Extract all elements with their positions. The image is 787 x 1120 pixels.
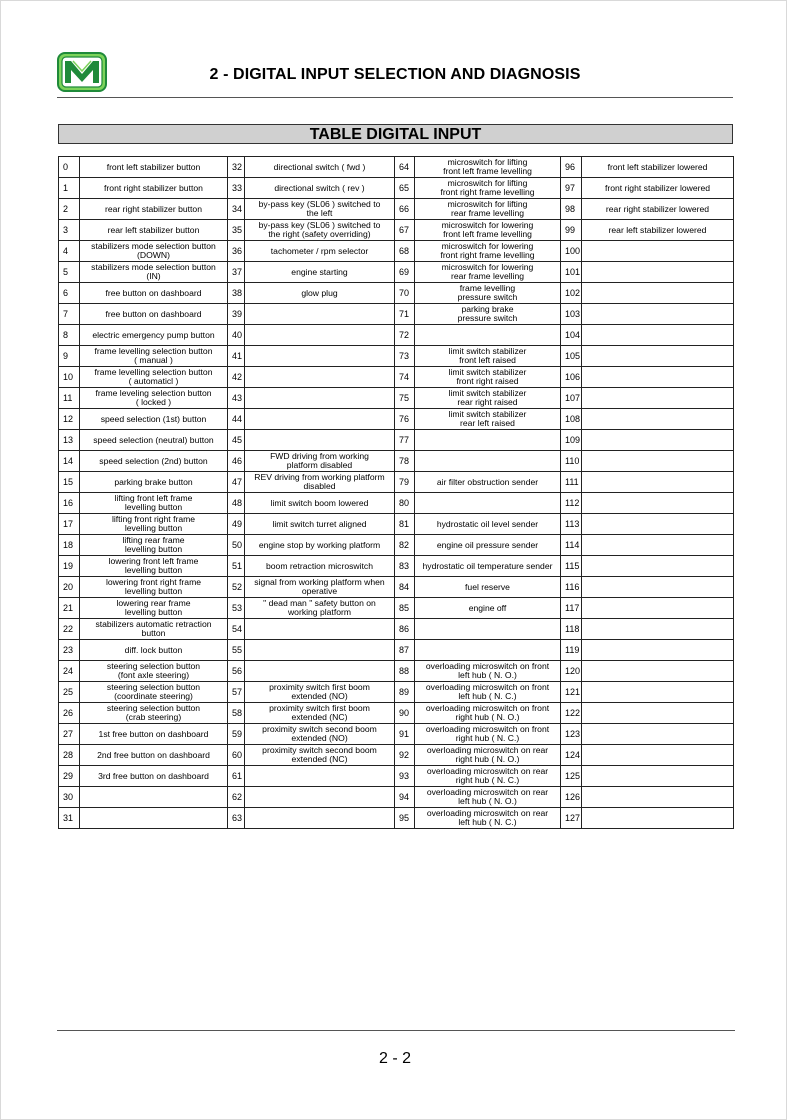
input-description <box>245 430 395 451</box>
input-description <box>245 787 395 808</box>
input-description: 3rd free button on dashboard <box>80 766 228 787</box>
input-number: 81 <box>395 514 415 535</box>
input-description <box>245 640 395 661</box>
input-number: 50 <box>228 535 245 556</box>
input-number: 71 <box>395 304 415 325</box>
input-description <box>245 619 395 640</box>
input-description <box>415 640 561 661</box>
input-number: 62 <box>228 787 245 808</box>
input-description: lowering rear frame levelling button <box>80 598 228 619</box>
table-row <box>59 661 734 682</box>
input-number: 37 <box>228 262 245 283</box>
input-description <box>582 472 734 493</box>
input-description: steering selection button (coordinate steering) <box>80 682 228 703</box>
table-row <box>59 367 734 388</box>
input-description: parking brake button <box>80 472 228 493</box>
input-description <box>582 304 734 325</box>
input-description: limit switch stabilizer rear left raised <box>415 409 561 430</box>
input-number: 53 <box>228 598 245 619</box>
input-description: proximity switch second boom extended (NC) <box>245 745 395 766</box>
input-description: lifting front right frame levelling button <box>80 514 228 535</box>
input-number: 41 <box>228 346 245 367</box>
input-description: microswitch for lowering front left frame levelling <box>415 220 561 241</box>
input-number: 35 <box>228 220 245 241</box>
table-row <box>59 199 734 220</box>
input-description: microswitch for lowering rear frame levelling <box>415 262 561 283</box>
input-number: 64 <box>395 157 415 178</box>
input-description: tachometer / rpm selector <box>245 241 395 262</box>
input-description: free button on dashboard <box>80 283 228 304</box>
input-description <box>582 745 734 766</box>
input-description: free button on dashboard <box>80 304 228 325</box>
table-row <box>59 388 734 409</box>
input-number: 108 <box>561 409 582 430</box>
input-description: limit switch stabilizer front left raised <box>415 346 561 367</box>
input-description: by-pass key (SL06 ) switched to the left <box>245 199 395 220</box>
input-description <box>415 430 561 451</box>
input-number: 47 <box>228 472 245 493</box>
input-description: lowering front left frame levelling button <box>80 556 228 577</box>
input-description: stabilizers mode selection button (DOWN) <box>80 241 228 262</box>
table-row <box>59 598 734 619</box>
input-description: microswitch for lifting front right frame levelling <box>415 178 561 199</box>
input-number: 56 <box>228 661 245 682</box>
table-row <box>59 178 734 199</box>
input-description: front right stabilizer button <box>80 178 228 199</box>
input-description: REV driving from working platform disabled <box>245 472 395 493</box>
input-number: 7 <box>59 304 80 325</box>
table-row <box>59 808 734 829</box>
input-number: 122 <box>561 703 582 724</box>
input-description <box>245 388 395 409</box>
input-description: front left stabilizer lowered <box>582 157 734 178</box>
input-description: parking brake pressure switch <box>415 304 561 325</box>
input-description: 2nd free button on dashboard <box>80 745 228 766</box>
input-number: 38 <box>228 283 245 304</box>
table-row <box>59 325 734 346</box>
input-description: 1st free button on dashboard <box>80 724 228 745</box>
input-number: 84 <box>395 577 415 598</box>
input-number: 18 <box>59 535 80 556</box>
input-number: 3 <box>59 220 80 241</box>
input-number: 96 <box>561 157 582 178</box>
input-number: 110 <box>561 451 582 472</box>
input-number: 55 <box>228 640 245 661</box>
input-number: 2 <box>59 199 80 220</box>
input-description: rear left stabilizer button <box>80 220 228 241</box>
input-number: 95 <box>395 808 415 829</box>
input-description <box>245 766 395 787</box>
input-number: 112 <box>561 493 582 514</box>
table-row <box>59 535 734 556</box>
input-description: microswitch for lifting rear frame levelling <box>415 199 561 220</box>
input-number: 15 <box>59 472 80 493</box>
input-number: 103 <box>561 304 582 325</box>
input-description <box>582 703 734 724</box>
input-number: 74 <box>395 367 415 388</box>
input-description: overloading microswitch on front left hub ( N. C.) <box>415 682 561 703</box>
input-description: steering selection button (crab steering) <box>80 703 228 724</box>
input-number: 101 <box>561 262 582 283</box>
input-description: air filter obstruction sender <box>415 472 561 493</box>
input-description: stabilizers automatic retraction button <box>80 619 228 640</box>
input-number: 57 <box>228 682 245 703</box>
input-number: 42 <box>228 367 245 388</box>
table-row <box>59 409 734 430</box>
input-description <box>415 325 561 346</box>
input-description <box>245 325 395 346</box>
input-description <box>582 787 734 808</box>
table-row <box>59 304 734 325</box>
input-description: limit switch stabilizer front right raised <box>415 367 561 388</box>
input-description: proximity switch first boom extended (NO) <box>245 682 395 703</box>
input-description <box>582 241 734 262</box>
input-number: 115 <box>561 556 582 577</box>
input-description: front left stabilizer button <box>80 157 228 178</box>
table-row <box>59 451 734 472</box>
input-number: 5 <box>59 262 80 283</box>
table-row <box>59 745 734 766</box>
input-number: 119 <box>561 640 582 661</box>
input-description: front right stabilizer lowered <box>582 178 734 199</box>
input-number: 67 <box>395 220 415 241</box>
input-description <box>415 493 561 514</box>
table-row <box>59 220 734 241</box>
input-description: overloading microswitch on rear right hub ( N. C.) <box>415 766 561 787</box>
input-number: 20 <box>59 577 80 598</box>
input-number: 49 <box>228 514 245 535</box>
input-number: 92 <box>395 745 415 766</box>
input-description <box>582 577 734 598</box>
input-description <box>582 325 734 346</box>
input-number: 91 <box>395 724 415 745</box>
input-description: lifting rear frame levelling button <box>80 535 228 556</box>
input-description: overloading microswitch on rear right hub ( N. O.) <box>415 745 561 766</box>
input-description <box>245 808 395 829</box>
input-description: frame leveling selection button ( locked ) <box>80 388 228 409</box>
input-description <box>582 619 734 640</box>
table-row <box>59 619 734 640</box>
input-number: 68 <box>395 241 415 262</box>
input-description: signal from working platform when operative <box>245 577 395 598</box>
table-row <box>59 766 734 787</box>
input-number: 36 <box>228 241 245 262</box>
input-description: proximity switch second boom extended (NO) <box>245 724 395 745</box>
input-number: 10 <box>59 367 80 388</box>
input-number: 58 <box>228 703 245 724</box>
input-number: 76 <box>395 409 415 430</box>
input-number: 99 <box>561 220 582 241</box>
input-number: 73 <box>395 346 415 367</box>
table-row <box>59 724 734 745</box>
input-number: 124 <box>561 745 582 766</box>
input-description: by-pass key (SL06 ) switched to the right (safety overriding) <box>245 220 395 241</box>
input-description <box>582 388 734 409</box>
input-number: 79 <box>395 472 415 493</box>
input-number: 89 <box>395 682 415 703</box>
input-number: 72 <box>395 325 415 346</box>
company-logo <box>57 52 107 92</box>
input-description <box>245 409 395 430</box>
input-description <box>582 724 734 745</box>
input-number: 69 <box>395 262 415 283</box>
input-number: 86 <box>395 619 415 640</box>
input-description: fuel reserve <box>415 577 561 598</box>
table-row <box>59 556 734 577</box>
input-number: 118 <box>561 619 582 640</box>
input-number: 116 <box>561 577 582 598</box>
input-number: 106 <box>561 367 582 388</box>
input-number: 114 <box>561 535 582 556</box>
input-number: 82 <box>395 535 415 556</box>
table-row <box>59 493 734 514</box>
footer-divider <box>57 1030 735 1031</box>
input-number: 111 <box>561 472 582 493</box>
input-description: microswitch for lifting front left frame levelling <box>415 157 561 178</box>
input-description <box>582 661 734 682</box>
input-description <box>582 682 734 703</box>
table-row <box>59 430 734 451</box>
input-description <box>582 346 734 367</box>
table-row <box>59 262 734 283</box>
input-number: 29 <box>59 766 80 787</box>
input-description <box>582 430 734 451</box>
input-description: frame levelling selection button ( manual ) <box>80 346 228 367</box>
input-number: 16 <box>59 493 80 514</box>
input-description: limit switch boom lowered <box>245 493 395 514</box>
input-number: 126 <box>561 787 582 808</box>
input-description: frame levelling selection button ( automaticl ) <box>80 367 228 388</box>
input-number: 19 <box>59 556 80 577</box>
input-number: 80 <box>395 493 415 514</box>
input-description: engine oil pressure sender <box>415 535 561 556</box>
input-number: 109 <box>561 430 582 451</box>
input-description <box>582 283 734 304</box>
input-description: directional switch ( fwd ) <box>245 157 395 178</box>
input-number: 21 <box>59 598 80 619</box>
input-number: 83 <box>395 556 415 577</box>
input-number: 23 <box>59 640 80 661</box>
input-description: electric emergency pump button <box>80 325 228 346</box>
input-description: overloading microswitch on front left hub ( N. O.) <box>415 661 561 682</box>
input-number: 93 <box>395 766 415 787</box>
input-number: 22 <box>59 619 80 640</box>
input-description: engine starting <box>245 262 395 283</box>
page-number: 2 - 2 <box>378 1050 411 1067</box>
input-description: lifting front left frame levelling button <box>80 493 228 514</box>
input-number: 43 <box>228 388 245 409</box>
input-number: 52 <box>228 577 245 598</box>
input-number: 13 <box>59 430 80 451</box>
input-number: 113 <box>561 514 582 535</box>
input-number: 90 <box>395 703 415 724</box>
input-description: proximity switch first boom extended (NC) <box>245 703 395 724</box>
input-description: FWD driving from working platform disabled <box>245 451 395 472</box>
table-row <box>59 640 734 661</box>
input-description <box>80 808 228 829</box>
table-row <box>59 787 734 808</box>
table-row <box>59 472 734 493</box>
input-number: 85 <box>395 598 415 619</box>
input-description <box>582 367 734 388</box>
input-number: 26 <box>59 703 80 724</box>
input-description: overloading microswitch on rear left hub ( N. C.) <box>415 808 561 829</box>
input-description <box>415 451 561 472</box>
table-row <box>59 682 734 703</box>
input-description <box>245 304 395 325</box>
input-number: 127 <box>561 808 582 829</box>
input-description: overloading microswitch on front right hub ( N. O.) <box>415 703 561 724</box>
input-description: limit switch turret aligned <box>245 514 395 535</box>
input-description <box>582 493 734 514</box>
input-number: 24 <box>59 661 80 682</box>
input-number: 104 <box>561 325 582 346</box>
input-number: 39 <box>228 304 245 325</box>
input-description <box>582 808 734 829</box>
input-number: 6 <box>59 283 80 304</box>
input-description: lowering front right frame levelling button <box>80 577 228 598</box>
input-number: 46 <box>228 451 245 472</box>
input-number: 40 <box>228 325 245 346</box>
input-description: steering selection button (font axle steering) <box>80 661 228 682</box>
input-number: 97 <box>561 178 582 199</box>
input-number: 33 <box>228 178 245 199</box>
input-description: rear left stabilizer lowered <box>582 220 734 241</box>
input-number: 17 <box>59 514 80 535</box>
input-number: 121 <box>561 682 582 703</box>
input-description: speed selection (1st) button <box>80 409 228 430</box>
input-number: 31 <box>59 808 80 829</box>
input-number: 12 <box>59 409 80 430</box>
input-number: 8 <box>59 325 80 346</box>
input-number: 98 <box>561 199 582 220</box>
input-number: 9 <box>59 346 80 367</box>
input-number: 88 <box>395 661 415 682</box>
input-description <box>582 451 734 472</box>
input-description: overloading microswitch on front right hub ( N. C.) <box>415 724 561 745</box>
input-description: overloading microswitch on rear left hub ( N. O.) <box>415 787 561 808</box>
header-divider <box>57 97 733 98</box>
input-description: glow plug <box>245 283 395 304</box>
input-description <box>582 514 734 535</box>
input-number: 107 <box>561 388 582 409</box>
input-description <box>80 787 228 808</box>
page-title: 2 - DIGITAL INPUT SELECTION AND DIAGNOSIS <box>209 66 581 83</box>
input-number: 30 <box>59 787 80 808</box>
input-description <box>582 535 734 556</box>
table-row <box>59 577 734 598</box>
input-number: 34 <box>228 199 245 220</box>
input-description: hydrostatic oil temperature sender <box>415 556 561 577</box>
input-number: 32 <box>228 157 245 178</box>
input-description: directional switch ( rev ) <box>245 178 395 199</box>
input-number: 120 <box>561 661 582 682</box>
input-number: 105 <box>561 346 582 367</box>
input-number: 0 <box>59 157 80 178</box>
input-number: 25 <box>59 682 80 703</box>
input-number: 66 <box>395 199 415 220</box>
input-number: 63 <box>228 808 245 829</box>
input-description: boom retraction microswitch <box>245 556 395 577</box>
input-description: speed selection (neutral) button <box>80 430 228 451</box>
input-description <box>245 346 395 367</box>
input-description: microswitch for lowering front right frame levelling <box>415 241 561 262</box>
input-description: limit switch stabilizer rear right raised <box>415 388 561 409</box>
input-number: 45 <box>228 430 245 451</box>
input-number: 1 <box>59 178 80 199</box>
input-number: 102 <box>561 283 582 304</box>
input-number: 100 <box>561 241 582 262</box>
input-number: 70 <box>395 283 415 304</box>
input-number: 78 <box>395 451 415 472</box>
input-number: 4 <box>59 241 80 262</box>
input-number: 94 <box>395 787 415 808</box>
input-description <box>415 619 561 640</box>
input-number: 60 <box>228 745 245 766</box>
input-description: speed selection (2nd) button <box>80 451 228 472</box>
input-number: 65 <box>395 178 415 199</box>
table-row <box>59 514 734 535</box>
input-number: 61 <box>228 766 245 787</box>
input-number: 117 <box>561 598 582 619</box>
input-number: 48 <box>228 493 245 514</box>
input-description <box>245 661 395 682</box>
input-number: 59 <box>228 724 245 745</box>
input-number: 11 <box>59 388 80 409</box>
input-description: stabilizers mode selection button (IN) <box>80 262 228 283</box>
input-number: 77 <box>395 430 415 451</box>
table-row <box>59 283 734 304</box>
input-number: 123 <box>561 724 582 745</box>
input-number: 14 <box>59 451 80 472</box>
table-body <box>59 157 734 829</box>
input-number: 28 <box>59 745 80 766</box>
input-number: 54 <box>228 619 245 640</box>
input-description <box>582 556 734 577</box>
table-row <box>59 346 734 367</box>
input-description <box>582 766 734 787</box>
input-number: 51 <box>228 556 245 577</box>
table-row <box>59 157 734 178</box>
table-row <box>59 241 734 262</box>
digital-input-table <box>58 156 734 829</box>
input-description <box>245 367 395 388</box>
input-number: 75 <box>395 388 415 409</box>
input-description: rear right stabilizer lowered <box>582 199 734 220</box>
input-description <box>582 262 734 283</box>
input-number: 27 <box>59 724 80 745</box>
input-description: frame levelling pressure switch <box>415 283 561 304</box>
table-title: TABLE DIGITAL INPUT <box>58 124 733 144</box>
input-description: " dead man " safety button on working platform <box>245 598 395 619</box>
table-row <box>59 703 734 724</box>
input-description <box>582 409 734 430</box>
input-number: 87 <box>395 640 415 661</box>
input-description: hydrostatic oil level sender <box>415 514 561 535</box>
input-description: engine stop by working platform <box>245 535 395 556</box>
input-description: rear right stabilizer button <box>80 199 228 220</box>
input-number: 44 <box>228 409 245 430</box>
input-description <box>582 640 734 661</box>
input-description <box>582 598 734 619</box>
input-number: 125 <box>561 766 582 787</box>
input-description: diff. lock button <box>80 640 228 661</box>
input-description: engine off <box>415 598 561 619</box>
